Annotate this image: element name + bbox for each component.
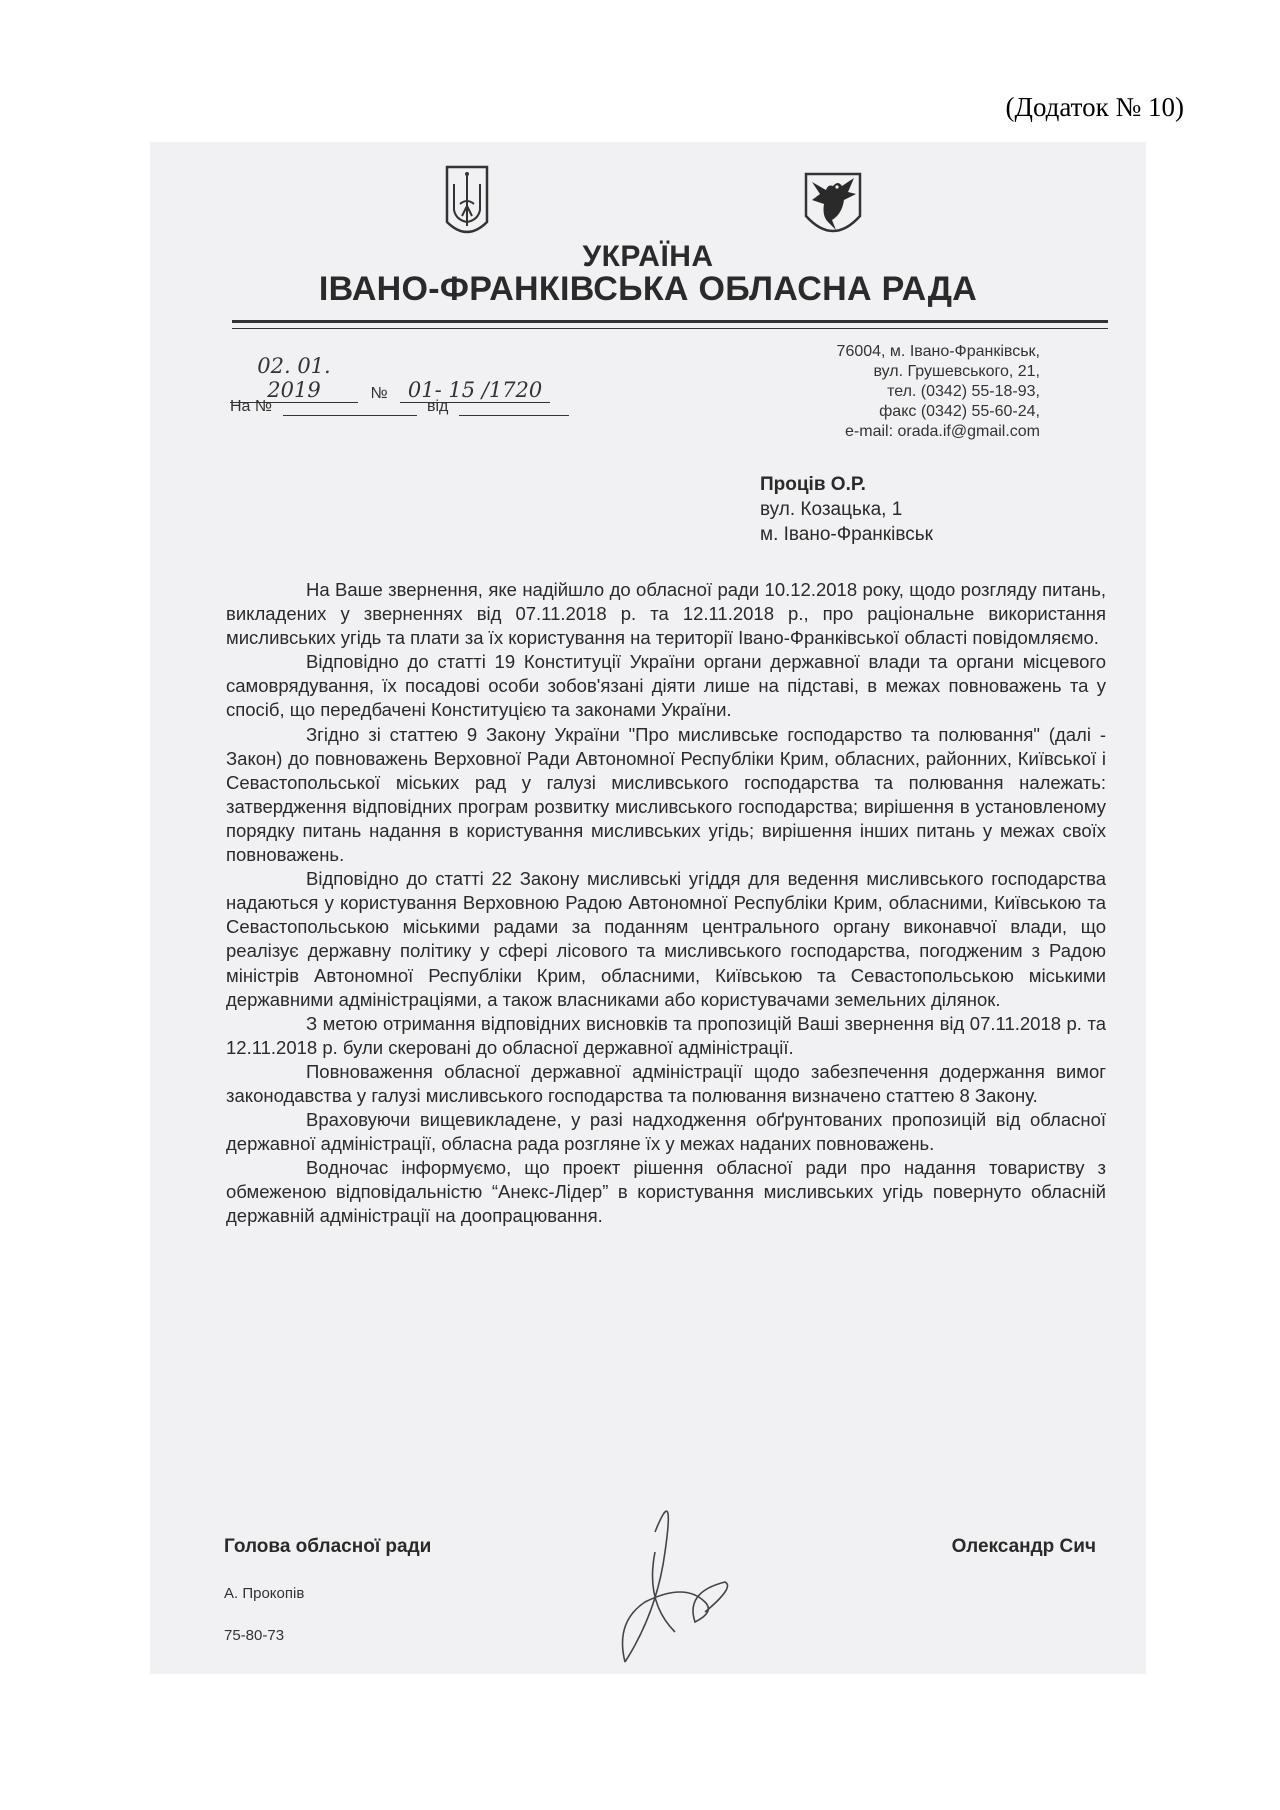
contact-line: факс (0342) 55-60-24, — [879, 403, 1040, 420]
body-paragraph: Відповідно до статті 19 Конституції України органи державної влади та органи місцевого самоврядування, їх посадові особи зобов'язані діяти лише на підставі, в межах повноважень та у спосіб, що передбачені Конституцією та законами України. — [226, 651, 1106, 721]
body-paragraph: Повноваження обласної державної адміністрації щодо забезпечення додержання вимог законодавства у галузі мисливського господарства та полювання визначено статтею 8 Закону. — [226, 1060, 1106, 1106]
contact-line: e-mail: orada.if@gmail.com — [845, 423, 1040, 440]
executor-name: А. Прокопів — [224, 1585, 305, 1602]
addressee-city: м. Івано-Франківськ — [760, 524, 933, 545]
signatory-title: Голова обласної ради — [224, 1536, 432, 1557]
body-paragraph: Відповідно до статті 22 Закону мисливські угіддя для ведення мисливського господарства надаються у користування Верховною Радою Автономної Республіки Крим, обласними, Київською та Севастопольською міськими радами за поданням центрального органу виконавчої влади, що реалізує державну політику у сфері лісового та мисливського господарства, погодженим з Радою міністрів Автономної Республіки Крим, обласними, Київською та Севастопольською міськими державними адміністраціями, а також власниками або користувачами земельних ділянок. — [226, 868, 1106, 1010]
reply-number-blank — [283, 415, 417, 416]
body-paragraph: Згідно зі статтею 9 Закону України "Про мисливське господарство та полювання" (далі - Закон) до повноважень Верховної Ради Автономної Республіки Крим, обласних, районних, Київської і Севастопольської міських рад у галузі мисливського господарства та полювання належать: затвердження відповідних програм розвитку мисливського господарства; вирішення в установленому порядку питань надання в користування мисливських угідь; вирішення інших питань у межах своїх повноважень. — [226, 723, 1106, 866]
letterhead-rule-thin — [232, 328, 1108, 329]
outgoing-date-field — [230, 354, 358, 403]
letterhead-country: УКРАЇНА — [582, 240, 714, 273]
body-paragraph: Водночас інформуємо, що проект рішення обласної ради про надання товариству з обмеженою відповідальністю “Анекс-Лідер” в користування мисливських угідь повернуто обласній державній адміністрації на доопрацювання. — [226, 1157, 1106, 1227]
signatory-name: Олександр Сич — [951, 1536, 1096, 1557]
reply-number-label: На № — [230, 398, 273, 415]
contact-line: 76004, м. Івано-Франківськ, — [836, 343, 1040, 360]
reply-date-blank — [459, 415, 569, 416]
body-paragraph: На Ваше звернення, яке надійшло до обласної ради 10.12.2018 року, щодо розгляду питань, викладених у зверненнях від 07.11.2018 р. та 12.11.2018 р., про раціональне використання мисливських угідь та плати за їх користування на території Івано-Франківської області повідомляємо. — [226, 579, 1106, 649]
trident-emblem-icon — [444, 164, 490, 242]
registration-outgoing-row — [230, 354, 569, 402]
body-paragraph: Враховуючи вищевикладене, у разі надходження обґрунтованих пропозицій від обласної державної адміністрації, обласна рада розгляне їх у межах наданих повноважень. — [226, 1109, 1106, 1155]
letterhead-rule-thick — [232, 320, 1108, 323]
reply-from-label: від — [426, 398, 449, 415]
registration-block — [230, 354, 569, 438]
letterhead-council: ІВАНО-ФРАНКІВСЬКА ОБЛАСНА РАДА — [318, 270, 978, 308]
handwritten-signature — [585, 1492, 755, 1672]
outgoing-date: 02. 01. 2019 — [257, 354, 331, 402]
outgoing-number: 01- 15 /1720 — [407, 378, 543, 402]
addressee-block — [760, 472, 933, 547]
letter-sheet — [150, 142, 1146, 1674]
number-label: № — [370, 385, 388, 402]
body-paragraph: З метою отримання відповідних висновків та пропозицій Ваші звернення від 07.11.2018 р. та 12.11.2018 р. були скеровані до обласної державної адміністрації. — [226, 1012, 1106, 1058]
contact-line: вул. Грушевського, 21, — [873, 363, 1040, 380]
registration-reply-row — [230, 398, 569, 438]
council-contacts — [837, 342, 1040, 442]
appendix-label: (Додаток № 10) — [1005, 92, 1184, 122]
contact-line: тел. (0342) 55-18-93, — [887, 383, 1040, 400]
addressee-name: Проців О.Р. — [760, 474, 866, 495]
letter-body — [226, 578, 1106, 1229]
addressee-street: вул. Козацька, 1 — [760, 499, 903, 520]
jackdaw-emblem-icon — [802, 170, 864, 244]
executor-phone: 75-80-73 — [224, 1627, 285, 1644]
